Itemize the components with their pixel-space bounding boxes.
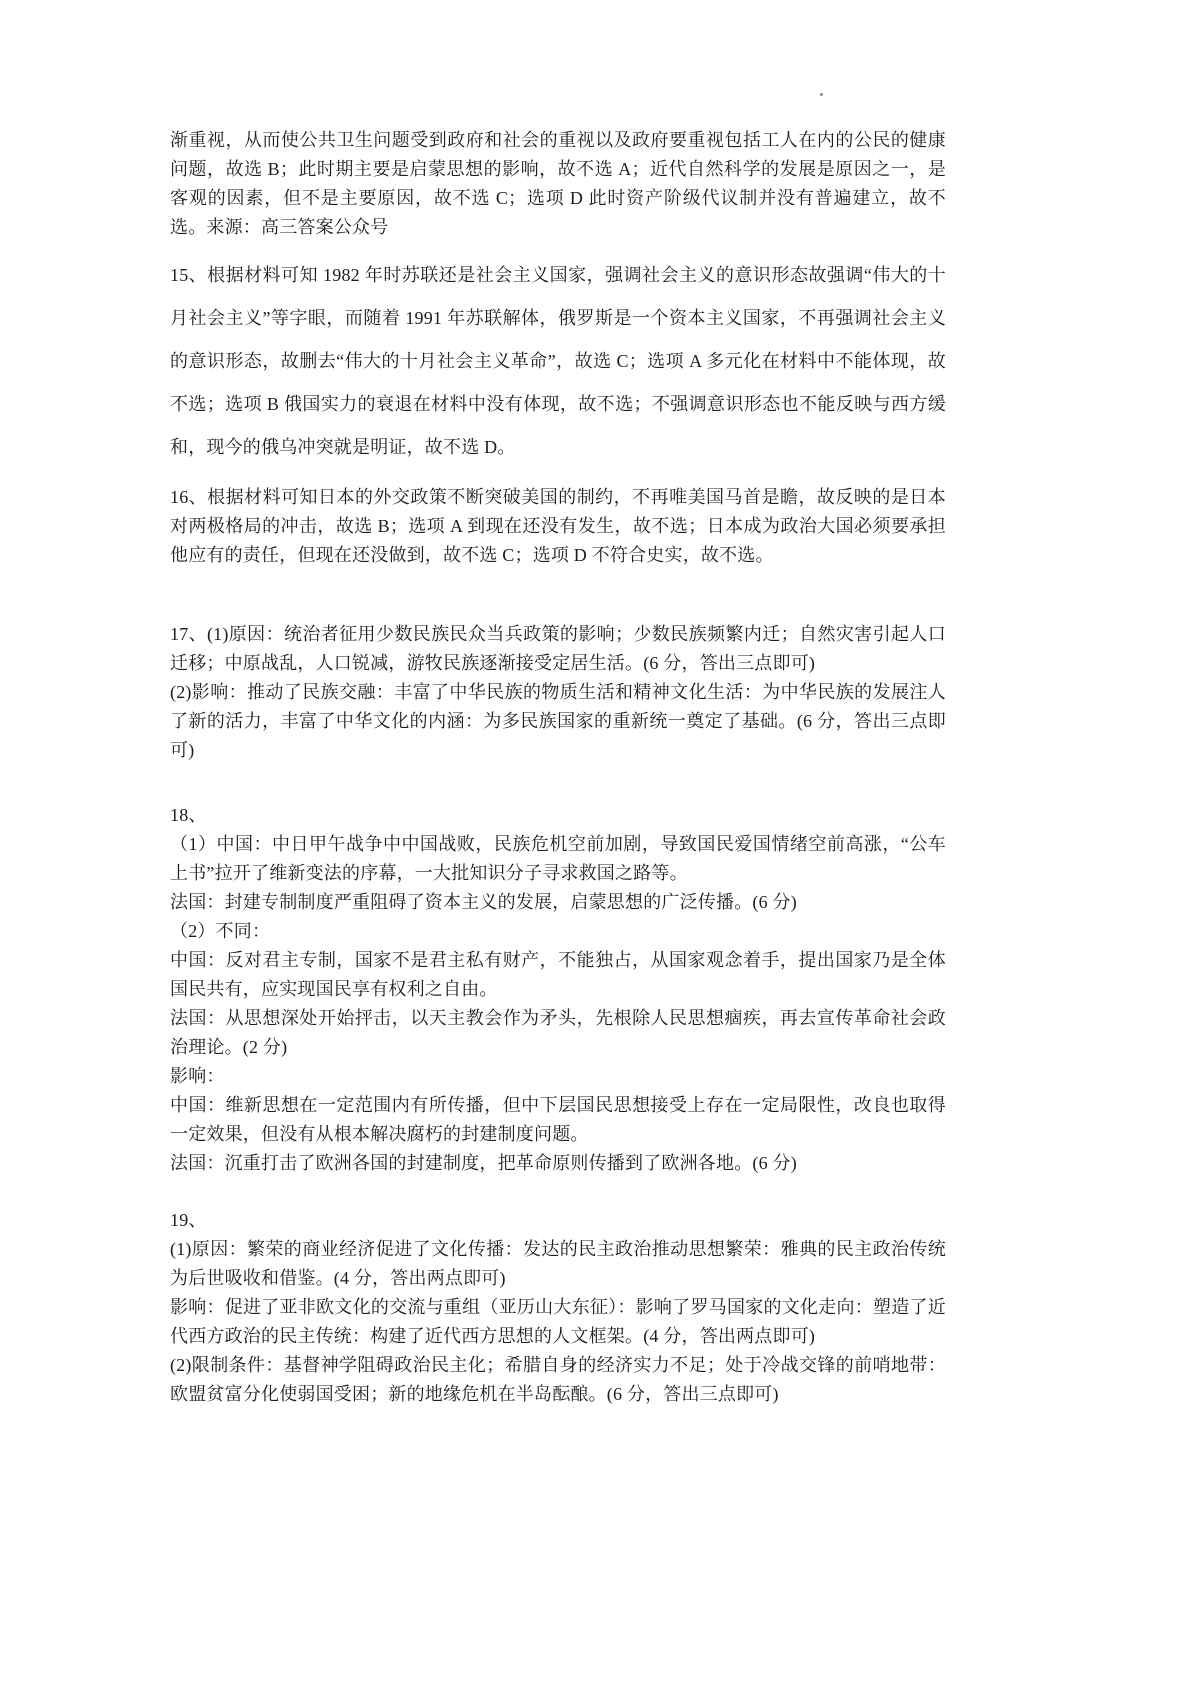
answer-18-impact-label: 影响： bbox=[170, 1066, 225, 1086]
answer-18-china-impact: 中国：维新思想在一定范围内有所传播，但中下层国民思想接受上存在一定局限性，改良也取得一定效果，但没有从根本解决腐朽的封建制度问题。 bbox=[170, 1095, 946, 1144]
answer-sheet-content bbox=[170, 126, 946, 1409]
answer-18-china-background: （1）中国：中日甲午战争中中国战败，民族危机空前加剧，导致国民爱国情绪空前高涨，“公车上书”拉开了维新变法的序幕，一大批知识分子寻求救国之路等。 bbox=[170, 834, 946, 883]
answer-19-limits: (2)限制条件：基督神学阻碍政治民主化；希腊自身的经济实力不足；处于冷战交锋的前哨地带：欧盟贫富分化使弱国受困；新的地缘危机在半岛酝酿。(6 分，答出三点即可) bbox=[170, 1355, 946, 1404]
answer-16-paragraph: 16、根据材料可知日本的外交政策不断突破美国的制约，不再唯美国马首是瞻，故反映的是日本对两极格局的冲击，故选 B；选项 A 到现在还没有发生，故不选；日本成为政治大国必须要承担他应有的责任，但现在还没做到，故不选 C；选项 D 不符合史实，故不选。 bbox=[170, 487, 946, 565]
answer-18-label: 18、 bbox=[170, 805, 207, 825]
answer-18-china-difference: 中国：反对君主专制，国家不是君主私有财产，不能独占，从国家观念着手，提出国家乃是全体国民共有，应实现国民享有权利之自由。 bbox=[170, 950, 946, 999]
stray-mark bbox=[820, 93, 823, 96]
answer-19-impact: 影响：促进了亚非欧文化的交流与重组（亚历山大东征）：影响了罗马国家的文化走向：塑造了近代西方政治的民主传统：构建了近代西方思想的人文框架。(4 分，答出两点即可) bbox=[170, 1297, 946, 1346]
answer-18-france-difference: 法国：从思想深处开始抨击，以天主教会作为矛头，先根除人民思想痼疾，再去宣传革命社会政治理论。(2 分) bbox=[170, 1008, 946, 1057]
answer-18-france-impact: 法国：沉重打击了欧洲各国的封建制度，把革命原则传播到了欧洲各地。(6 分) bbox=[170, 1153, 797, 1173]
answer-19-reasons: (1)原因：繁荣的商业经济促进了文化传播：发达的民主政治推动思想繁荣：雅典的民主政治传统为后世吸收和借鉴。(4 分，答出两点即可) bbox=[170, 1239, 946, 1288]
answer-15-paragraph: 15、根据材料可知 1982 年时苏联还是社会主义国家，强调社会主义的意识形态故强调“伟大的十月社会主义”等字眼，而随着 1991 年苏联解体，俄罗斯是一个资本主义国家，不再强调社会主义的意识形态，故删去“伟大的十月社会主义革命”，故选 C；选项 A 多元化在材料中不能体现，故不选；选项 B 俄国实力的衰退在材料中没有体现，故不选；不强调意识形态也不能反映与西方缓和，现今的俄乌冲突就是明证，故不选 D。 bbox=[170, 265, 946, 457]
answer-18-difference-label: （2）不同： bbox=[170, 921, 271, 941]
answer-17-part1: 17、(1)原因：统治者征用少数民族民众当兵政策的影响；少数民族频繁内迁；自然灾害引起人口迁移；中原战乱，人口锐减，游牧民族逐渐接受定居生活。(6 分，答出三点即可) bbox=[170, 624, 946, 673]
answer-18-france-background: 法国：封建专制制度严重阻碍了资本主义的发展，启蒙思想的广泛传播。(6 分) bbox=[170, 892, 797, 912]
answer-14-continuation: 渐重视，从而使公共卫生问题受到政府和社会的重视以及政府要重视包括工人在内的公民的健康问题，故选 B；此时期主要是启蒙思想的影响，故不选 A；近代自然科学的发展是原因之一，是客观的因素，但不是主要原因，故不选 C；选项 D 此时资产阶级代议制并没有普遍建立，故不选。来源：高三答案公众号 bbox=[170, 130, 946, 237]
answer-17-part2: (2)影响：推动了民族交融：丰富了中华民族的物质生活和精神文化生活：为中华民族的发展注人了新的活力，丰富了中华文化的内涵：为多民族国家的重新统一奠定了基础。(6 分，答出三点即可) bbox=[170, 682, 946, 760]
answer-19-label: 19、 bbox=[170, 1210, 207, 1230]
